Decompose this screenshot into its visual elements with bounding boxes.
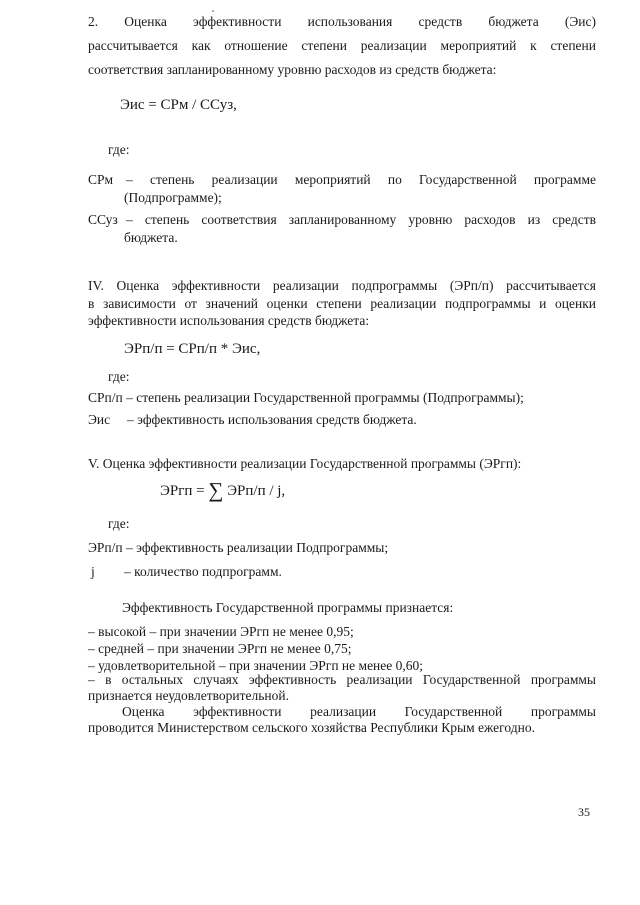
conclusion-final-line2: проводится Министерством сельского хозяйства Республики Крым ежегодно.: [88, 720, 535, 735]
section2-def2-term: ССуз: [88, 212, 118, 227]
section5-def1: ЭРп/п – эффективность реализации Подпрограммы;: [88, 540, 389, 555]
section4-line1: IV. Оценка эффективности реализации подпрограммы (ЭРп/п) рассчитывается: [88, 278, 596, 293]
sum-symbol: ∑: [208, 478, 224, 502]
scan-speck: [212, 10, 214, 12]
section4-def2-term: Эис: [88, 412, 111, 427]
conclusion-item4-line1: – в остальных случаях эффективность реализации Государственной программы: [88, 672, 596, 687]
section2-def1-line2: (Подпрограмме);: [124, 190, 222, 205]
section2-where: где:: [108, 142, 130, 157]
section5-where: где:: [108, 516, 130, 531]
section2-line1: 2. Оценка эффективности использования средств бюджета (Эис): [88, 14, 596, 29]
section2-def1-line1: – степень реализации мероприятий по Государственной программе: [126, 172, 596, 187]
section5-def2-text: – количество подпрограмм.: [124, 564, 282, 579]
section4-formula: ЭРп/п = СРп/п * Эис,: [124, 341, 261, 357]
section2-line3: соответствия запланированному уровню расходов из средств бюджета:: [88, 62, 497, 77]
conclusion-final-line1: Оценка эффективности реализации Государственной программы: [122, 704, 596, 719]
formula-right: ЭРп/п / j,: [227, 483, 286, 499]
section2-def2-line1: – степень соответствия запланированному уровню расходов из средств: [126, 212, 596, 227]
section2-def1-term: СРм: [88, 172, 114, 187]
conclusion-item1: – высокой – при значении ЭРгп не менее 0,95;: [88, 624, 354, 639]
section4-where: где:: [108, 369, 130, 384]
section2-line2: рассчитывается как отношение степени реализации мероприятий к степени: [88, 38, 596, 53]
section5-formula: [160, 478, 286, 502]
formula-left: ЭРгп =: [160, 483, 205, 499]
conclusion-item2: – средней – при значении ЭРгп не менее 0,75;: [88, 641, 352, 656]
section4-line3: эффективности использования средств бюджета:: [88, 313, 370, 328]
section2-def2-line2: бюджета.: [124, 230, 178, 245]
section4-def2-text: – эффективность использования средств бюджета.: [127, 412, 417, 427]
section2-formula: Эис = СРм / ССуз,: [120, 97, 237, 113]
page-number: 35: [578, 805, 590, 819]
conclusion-item4-line2: признается неудовлетворительной.: [88, 688, 289, 703]
section4-def1: СРп/п – степень реализации Государственной программы (Подпрограммы);: [88, 390, 524, 405]
section5-line1: V. Оценка эффективности реализации Государственной программы (ЭРгп):: [88, 456, 522, 471]
conclusion-intro: Эффективность Государственной программы признается:: [122, 600, 454, 615]
section5-def2-term: j: [91, 564, 95, 579]
conclusion-item3: – удовлетворительной – при значении ЭРгп не менее 0,60;: [88, 658, 424, 673]
section4-line2: в зависимости от значений оценки степени реализации подпрограммы и оценки: [88, 296, 596, 311]
